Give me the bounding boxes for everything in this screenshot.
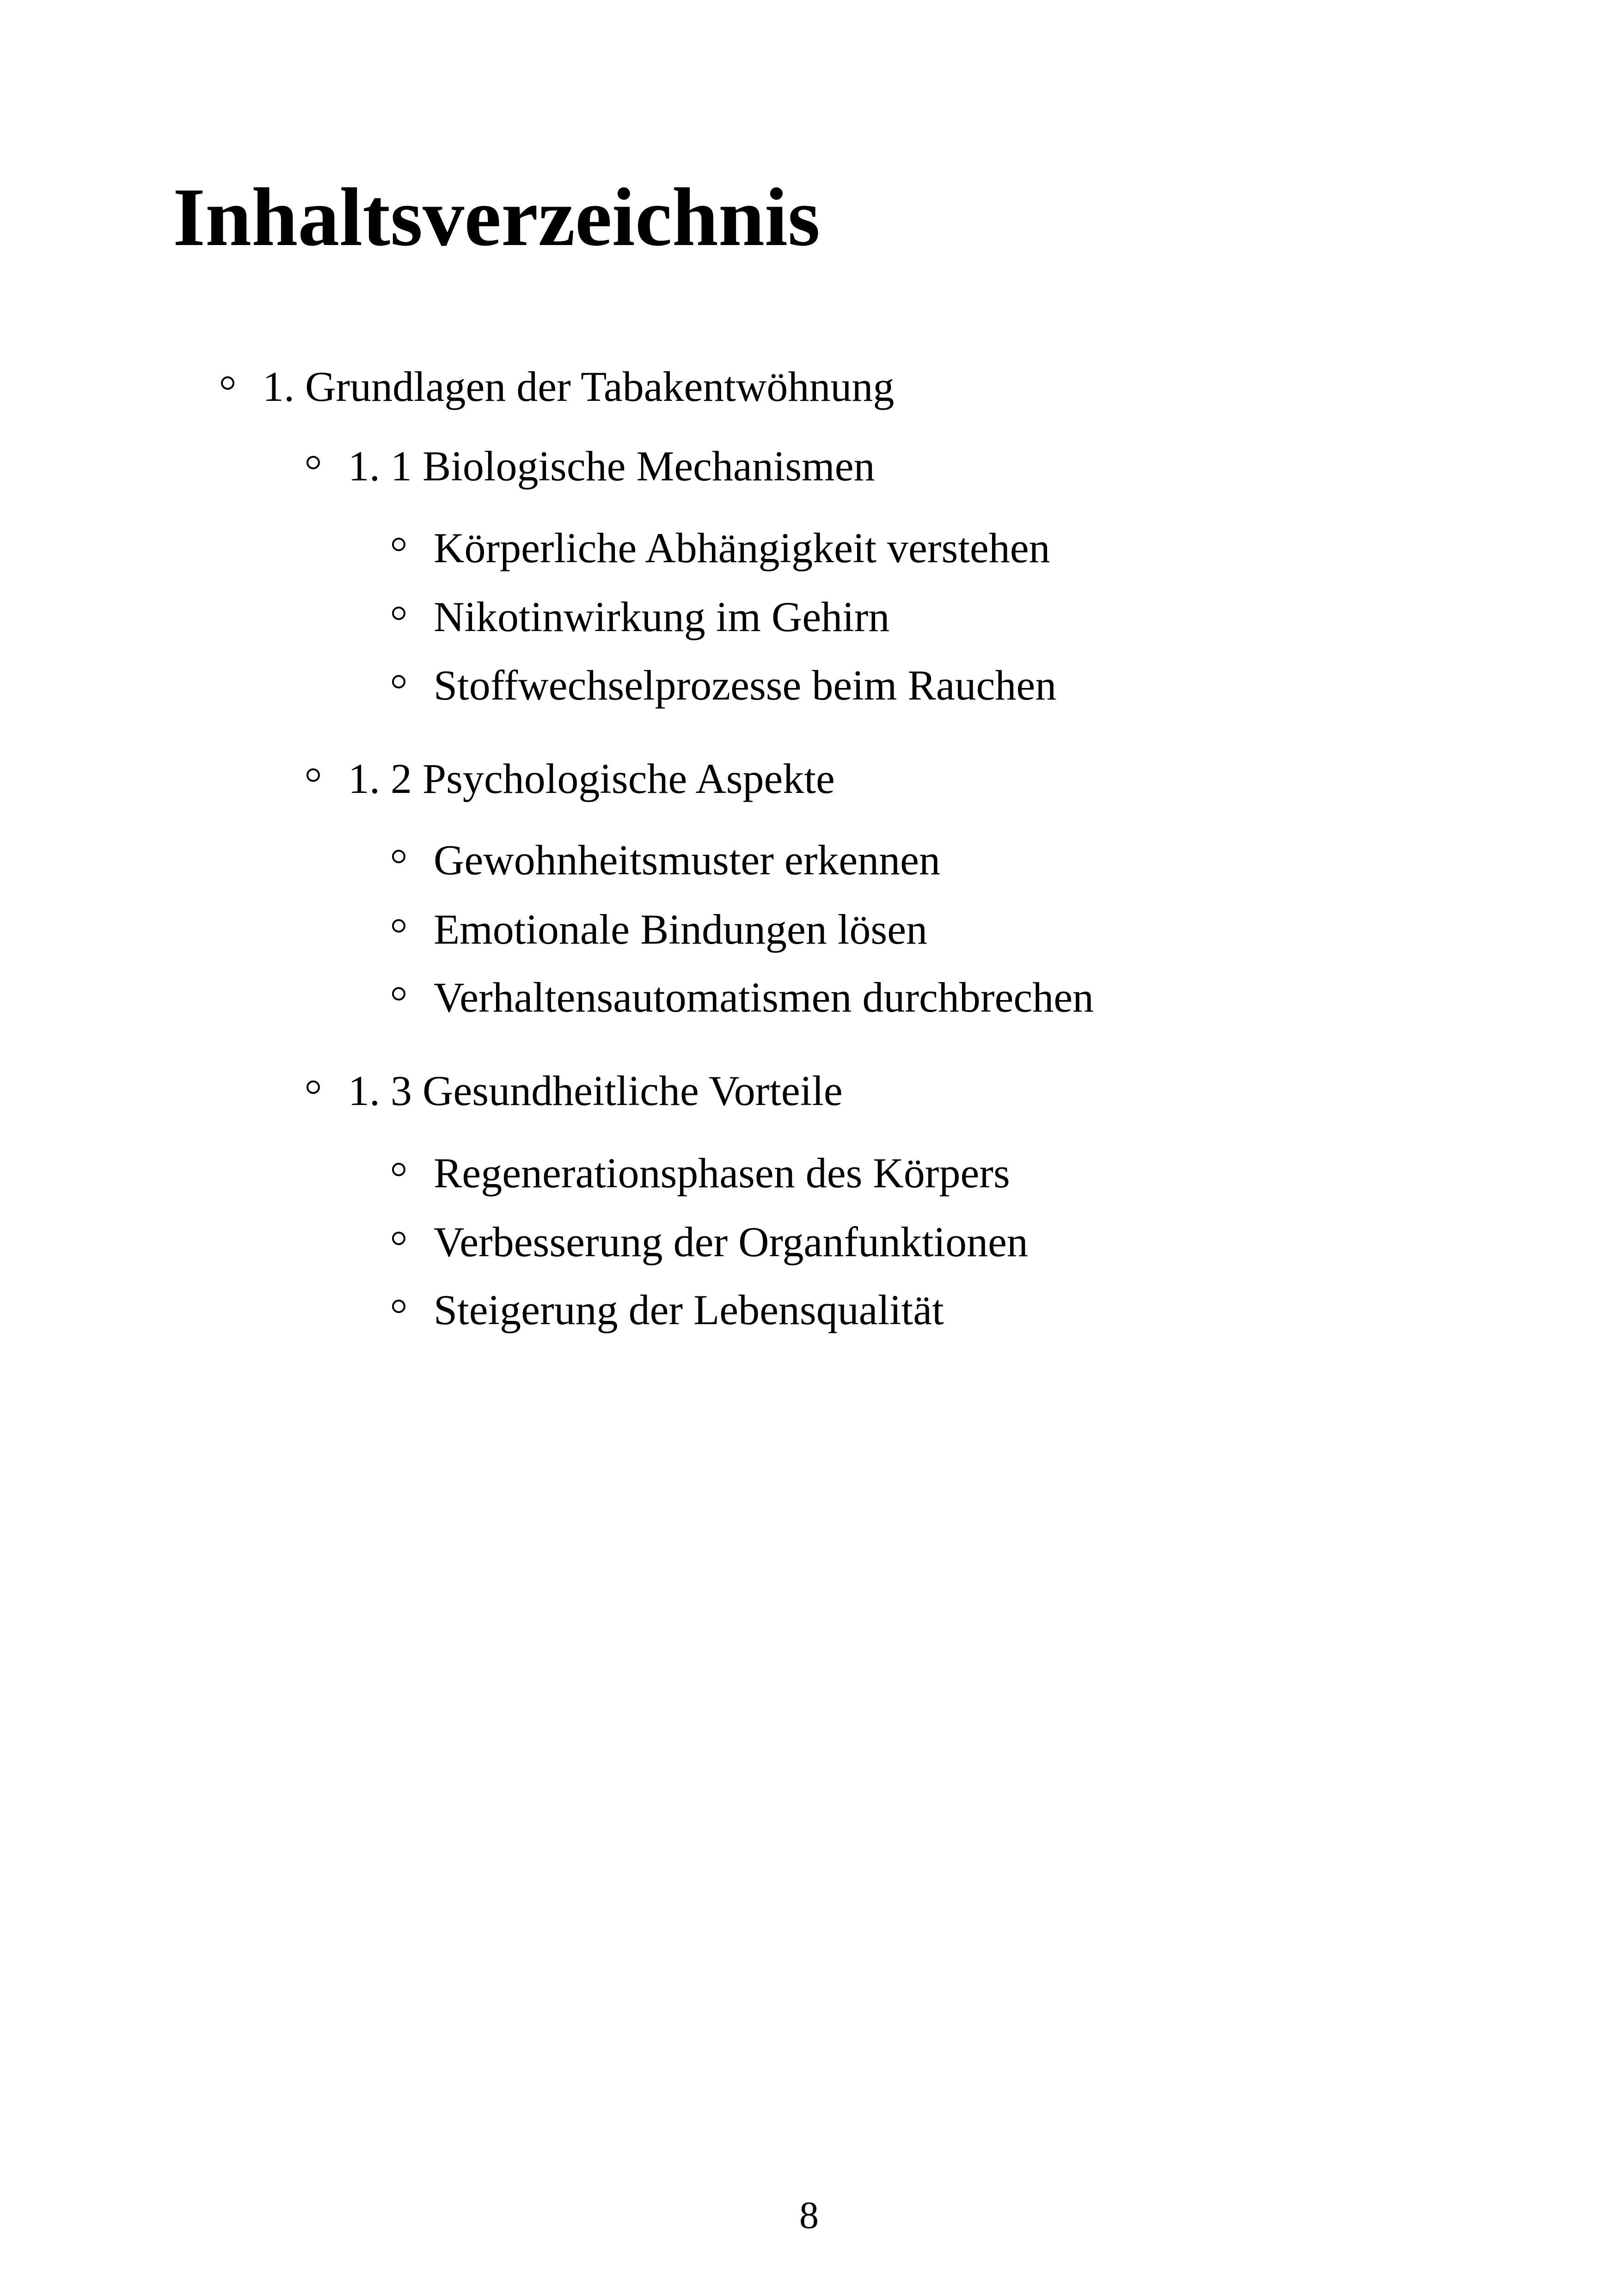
page-title: Inhaltsverzeichnis [173, 171, 821, 263]
toc-entry-label: 1. 1 Biologische Mechanismen [348, 442, 875, 490]
circle-bullet-icon [392, 607, 405, 620]
circle-bullet-icon [306, 768, 320, 782]
circle-bullet-icon [392, 675, 405, 688]
toc-entry-label: Regenerationsphasen des Körpers [434, 1149, 1010, 1197]
page-number: 8 [799, 2194, 819, 2237]
circle-bullet-icon [306, 456, 320, 469]
toc-entry-label: 1. Grundlagen der Tabakentwöhnung [263, 363, 895, 410]
circle-bullet-icon [392, 1300, 405, 1313]
circle-bullet-icon [306, 1080, 320, 1094]
circle-bullet-icon [392, 1232, 405, 1245]
toc-entry-label: 1. 3 Gesundheitliche Vorteile [348, 1067, 843, 1114]
circle-bullet-icon [392, 987, 405, 1001]
toc-entry-label: Körperliche Abhängigkeit verstehen [434, 524, 1050, 571]
circle-bullet-icon [392, 850, 405, 863]
circle-bullet-icon [392, 1163, 405, 1176]
toc-entry-label: 1. 2 Psychologische Aspekte [348, 755, 835, 802]
toc-entry-label: Nikotinwirkung im Gehirn [434, 593, 890, 640]
toc-entry-label: Steigerung der Lebensqualität [434, 1286, 944, 1333]
circle-bullet-icon [221, 376, 234, 390]
toc-entry-label: Emotionale Bindungen lösen [434, 906, 928, 953]
toc-entry-label: Verhaltensautomatismen durchbrechen [434, 974, 1094, 1021]
toc-entry-label: Verbesserung der Organfunktionen [434, 1218, 1028, 1265]
toc-entry-label: Stoffwechselprozesse beim Rauchen [434, 662, 1057, 709]
circle-bullet-icon [392, 538, 405, 551]
circle-bullet-icon [392, 919, 405, 933]
toc-entry-label: Gewohnheitsmuster erkennen [434, 836, 941, 884]
